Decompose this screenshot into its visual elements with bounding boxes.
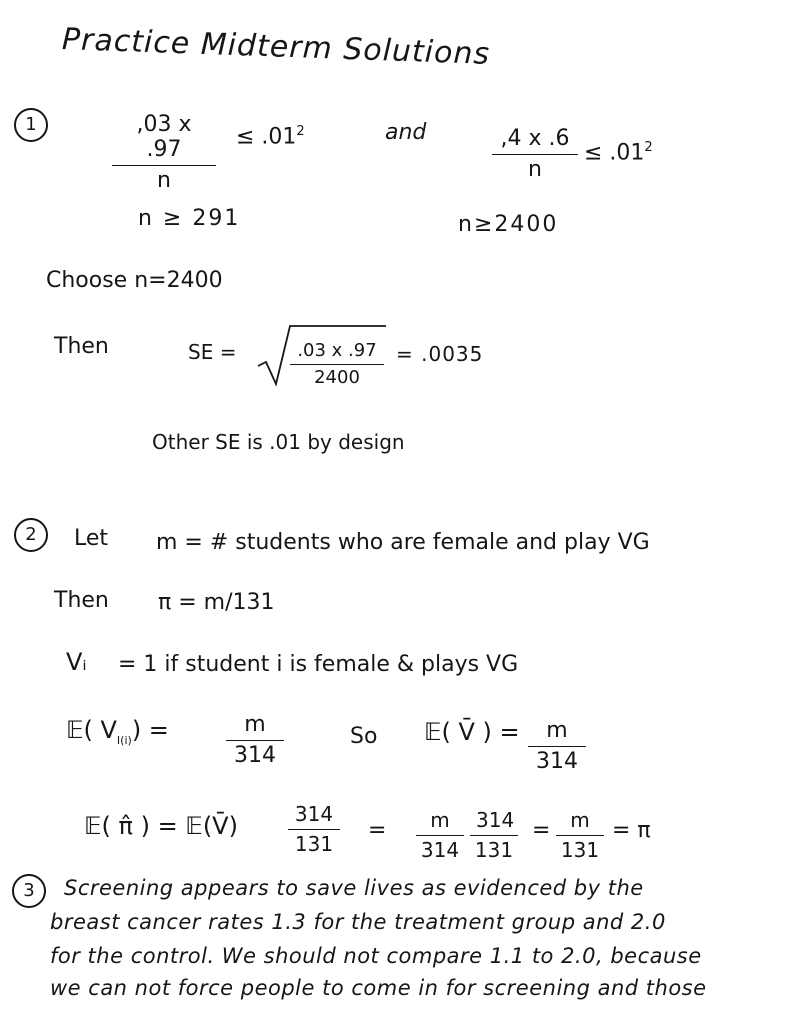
q2-pi-definition: π = m/131 [158, 590, 275, 615]
q3-line-4: we can not force people to come in for screening and those [50, 976, 707, 1000]
q2-epi-f3-denominator: 131 [474, 838, 514, 862]
q2-vi-definition: = 1 if student i is female & plays VG [118, 652, 519, 677]
q2-epi-fraction-1 [288, 802, 340, 856]
q1-fraction-1-denominator: n [157, 168, 171, 193]
q2-ev2-denominator: 314 [536, 749, 578, 774]
q2-ev1-denominator: 314 [234, 743, 276, 768]
q1-other-se-line: Other SE is .01 by design [152, 430, 405, 454]
q1-fraction-1-numerator: ,03 x .97 [136, 112, 192, 162]
q2-epi-fraction-3 [470, 808, 518, 862]
q2-expectation-vi [66, 716, 169, 747]
q2-ev1-fraction [226, 712, 284, 768]
question-2-number: 2 [14, 518, 48, 552]
q1-se-result: = .0035 [396, 342, 484, 366]
q1-and-word: and [385, 120, 427, 145]
q2-vi-symbol: Vᵢ [66, 648, 87, 676]
q2-epi-f2-numerator: m [430, 808, 450, 832]
q2-epi-equals-2: = [532, 818, 551, 843]
q2-ev1-lhs: 𝔼( V [66, 716, 117, 744]
q2-ev2-fraction [528, 718, 586, 774]
q2-epi-f1-numerator: 314 [294, 802, 334, 826]
question-3-number: 3 [12, 874, 46, 908]
q1-ineq2-rhs-text: ≤ .01 [584, 140, 645, 166]
q1-ineq1-exponent: 2 [296, 124, 305, 139]
q2-epi-f2-denominator: 314 [420, 838, 460, 862]
q1-inequality-2-rhs [584, 140, 653, 165]
q2-m-definition: m = # students who are female and play VG [156, 530, 650, 555]
question-1-number: 1 [14, 108, 48, 142]
q1-se-numerator: .03 x .97 [297, 340, 377, 361]
q2-epi-f3-numerator: 314 [476, 808, 515, 832]
q1-fraction-2-numerator: ,4 x .6 [500, 126, 570, 151]
q2-let-word: Let [74, 526, 109, 551]
q1-then-word: Then [54, 334, 109, 359]
q1-result-1: n ≥ 291 [138, 206, 241, 231]
q1-fraction-2-denominator: n [528, 157, 542, 182]
q2-epi-f4-numerator: m [570, 808, 590, 832]
q1-ineq2-exponent: 2 [644, 140, 653, 155]
q2-expectation-vbar: 𝔼( V̄ ) = [424, 718, 520, 746]
q2-epi-equals-1: = [368, 818, 387, 843]
q1-choose-line: Choose n=2400 [46, 268, 223, 293]
q2-epi-f1-denominator: 131 [294, 832, 334, 856]
q2-epi-fraction-4 [556, 808, 604, 862]
q1-inequality-1-rhs [236, 124, 305, 149]
q2-ev1-subscript: I(i) [116, 733, 132, 747]
q2-epi-final: = π [612, 818, 651, 843]
q3-line-1: Screening appears to save lives as evidenced by the [64, 876, 644, 900]
q2-epi-f4-denominator: 131 [560, 838, 600, 862]
q1-se-label: SE = [188, 340, 237, 364]
q3-line-2: breast cancer rates 1.3 for the treatment group and 2.0 [50, 910, 666, 934]
q1-fraction-2 [492, 126, 578, 182]
q2-epi-fraction-2 [416, 808, 464, 862]
q2-ev1-close: ) = [131, 716, 169, 744]
page-title: Practice Midterm Solutions [61, 22, 491, 72]
q1-se-denominator: 2400 [314, 367, 360, 388]
q2-ev1-numerator: m [244, 712, 266, 737]
q1-ineq1-rhs-text: ≤ .01 [236, 124, 297, 150]
q3-line-3: for the control. We should not compare 1.1 to 2.0, because [50, 944, 702, 968]
q2-then-word: Then [54, 588, 109, 613]
q2-expectation-pihat: 𝔼( π̂ ) = 𝔼(V̄) [84, 812, 238, 840]
q1-result-2: n≥2400 [458, 212, 559, 237]
q1-fraction-1 [112, 112, 216, 193]
q1-se-fraction [290, 340, 384, 388]
q2-so-word: So [350, 724, 378, 749]
q2-ev2-numerator: m [546, 718, 568, 743]
